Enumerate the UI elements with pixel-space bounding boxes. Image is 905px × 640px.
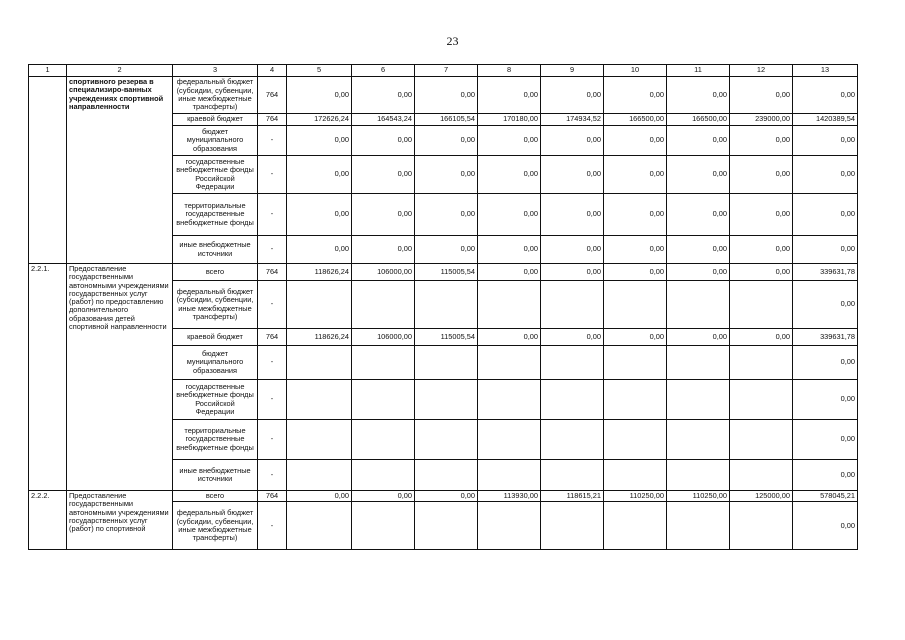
amount-cell: 0,00 xyxy=(730,264,793,281)
table-row xyxy=(29,264,858,281)
amount-cell xyxy=(541,460,604,491)
amount-cell xyxy=(415,281,478,329)
funding-source: территориальные государственные внебюджетные фонды xyxy=(173,194,258,236)
amount-cell: 0,00 xyxy=(793,281,858,329)
amount-cell: 0,00 xyxy=(478,264,541,281)
item-name: Предоставление государственными автономными учреждениями государственных услуг (работ) по предоставлению дополнительного образования детей спортивной направленности xyxy=(67,264,173,491)
amount-cell: 0,00 xyxy=(478,156,541,194)
amount-cell xyxy=(287,420,352,460)
funding-source: федеральный бюджет (субсидии, субвенции, иные межбюджетные трансферты) xyxy=(173,77,258,114)
amount-cell xyxy=(287,380,352,420)
amount-cell: 106000,00 xyxy=(352,264,415,281)
amount-cell: 239000,00 xyxy=(730,114,793,126)
amount-cell xyxy=(478,502,541,550)
amount-cell: 0,00 xyxy=(604,264,667,281)
amount-cell: 0,00 xyxy=(287,77,352,114)
amount-cell xyxy=(604,346,667,380)
amount-cell xyxy=(415,346,478,380)
amount-cell: 0,00 xyxy=(287,156,352,194)
amount-cell: 0,00 xyxy=(604,77,667,114)
amount-cell: 0,00 xyxy=(415,126,478,156)
column-header-1: 1 xyxy=(29,65,67,77)
budget-code: - xyxy=(258,346,287,380)
amount-cell xyxy=(478,460,541,491)
amount-cell: 172626,24 xyxy=(287,114,352,126)
amount-cell xyxy=(541,346,604,380)
amount-cell xyxy=(415,502,478,550)
budget-code: 764 xyxy=(258,114,287,126)
column-header-11: 11 xyxy=(667,65,730,77)
amount-cell xyxy=(478,281,541,329)
amount-cell xyxy=(667,281,730,329)
amount-cell xyxy=(604,502,667,550)
amount-cell xyxy=(478,420,541,460)
amount-cell xyxy=(352,460,415,491)
table-row xyxy=(29,491,858,502)
amount-cell: 0,00 xyxy=(287,194,352,236)
amount-cell: 0,00 xyxy=(604,156,667,194)
amount-cell xyxy=(352,380,415,420)
amount-cell: 0,00 xyxy=(730,126,793,156)
item-name: Предоставление государственными автономными учреждениями государственных услуг (работ) по спортивной xyxy=(67,491,173,550)
column-header-12: 12 xyxy=(730,65,793,77)
budget-table xyxy=(28,64,858,550)
column-header-13: 13 xyxy=(793,65,858,77)
amount-cell: 0,00 xyxy=(730,329,793,346)
budget-code: - xyxy=(258,420,287,460)
amount-cell xyxy=(730,420,793,460)
amount-cell: 0,00 xyxy=(667,236,730,264)
item-code xyxy=(29,77,67,264)
amount-cell: 0,00 xyxy=(793,194,858,236)
funding-source: иные внебюджетные источники xyxy=(173,460,258,491)
amount-cell xyxy=(667,346,730,380)
amount-cell: 0,00 xyxy=(541,194,604,236)
funding-source: бюджет муниципального образования xyxy=(173,126,258,156)
amount-cell: 0,00 xyxy=(793,346,858,380)
amount-cell xyxy=(730,380,793,420)
amount-cell: 118626,24 xyxy=(287,329,352,346)
amount-cell: 125000,00 xyxy=(730,491,793,502)
amount-cell: 0,00 xyxy=(478,77,541,114)
budget-code: 764 xyxy=(258,329,287,346)
column-header-6: 6 xyxy=(352,65,415,77)
amount-cell: 0,00 xyxy=(604,236,667,264)
amount-cell xyxy=(541,380,604,420)
amount-cell xyxy=(604,460,667,491)
amount-cell: 0,00 xyxy=(478,194,541,236)
amount-cell xyxy=(730,502,793,550)
amount-cell xyxy=(730,281,793,329)
budget-code: - xyxy=(258,236,287,264)
amount-cell xyxy=(415,420,478,460)
amount-cell xyxy=(667,460,730,491)
amount-cell: 339631,78 xyxy=(793,329,858,346)
budget-code: - xyxy=(258,502,287,550)
budget-code: - xyxy=(258,460,287,491)
amount-cell: 0,00 xyxy=(793,502,858,550)
amount-cell xyxy=(730,346,793,380)
amount-cell xyxy=(287,502,352,550)
amount-cell xyxy=(541,281,604,329)
amount-cell: 106000,00 xyxy=(352,329,415,346)
amount-cell: 166105,54 xyxy=(415,114,478,126)
item-code: 2.2.1. xyxy=(29,264,67,491)
table-row xyxy=(29,77,858,114)
amount-cell: 113930,00 xyxy=(478,491,541,502)
amount-cell: 110250,00 xyxy=(604,491,667,502)
column-header-10: 10 xyxy=(604,65,667,77)
amount-cell: 166500,00 xyxy=(604,114,667,126)
header-row xyxy=(29,65,858,77)
amount-cell: 174934,52 xyxy=(541,114,604,126)
amount-cell: 0,00 xyxy=(730,77,793,114)
amount-cell: 166500,00 xyxy=(667,114,730,126)
amount-cell xyxy=(667,380,730,420)
funding-source: краевой бюджет xyxy=(173,114,258,126)
amount-cell: 578045,21 xyxy=(793,491,858,502)
funding-source: федеральный бюджет (субсидии, субвенции, иные межбюджетные трансферты) xyxy=(173,502,258,550)
column-header-8: 8 xyxy=(478,65,541,77)
column-header-3: 3 xyxy=(173,65,258,77)
amount-cell: 0,00 xyxy=(604,329,667,346)
amount-cell: 0,00 xyxy=(730,194,793,236)
budget-code: - xyxy=(258,126,287,156)
amount-cell xyxy=(352,502,415,550)
amount-cell: 0,00 xyxy=(730,236,793,264)
amount-cell: 0,00 xyxy=(352,126,415,156)
amount-cell xyxy=(667,420,730,460)
funding-source: всего xyxy=(173,491,258,502)
amount-cell: 0,00 xyxy=(287,491,352,502)
amount-cell: 0,00 xyxy=(793,77,858,114)
funding-source: территориальные государственные внебюджетные фонды xyxy=(173,420,258,460)
amount-cell: 0,00 xyxy=(415,194,478,236)
funding-source: иные внебюджетные источники xyxy=(173,236,258,264)
budget-code: - xyxy=(258,281,287,329)
amount-cell: 0,00 xyxy=(541,329,604,346)
amount-cell: 0,00 xyxy=(541,77,604,114)
amount-cell: 118626,24 xyxy=(287,264,352,281)
item-code: 2.2.2. xyxy=(29,491,67,550)
amount-cell: 0,00 xyxy=(667,126,730,156)
funding-source: всего xyxy=(173,264,258,281)
amount-cell: 0,00 xyxy=(352,236,415,264)
page-number: 23 xyxy=(446,34,459,48)
amount-cell: 0,00 xyxy=(541,156,604,194)
amount-cell xyxy=(287,281,352,329)
amount-cell: 115005,54 xyxy=(415,329,478,346)
amount-cell xyxy=(287,346,352,380)
amount-cell: 0,00 xyxy=(415,156,478,194)
amount-cell: 115005,54 xyxy=(415,264,478,281)
amount-cell: 0,00 xyxy=(478,329,541,346)
amount-cell xyxy=(604,420,667,460)
amount-cell: 0,00 xyxy=(604,194,667,236)
amount-cell: 0,00 xyxy=(541,236,604,264)
amount-cell: 0,00 xyxy=(793,380,858,420)
funding-source: государственные внебюджетные фонды Российской Федерации xyxy=(173,380,258,420)
column-header-2: 2 xyxy=(67,65,173,77)
amount-cell xyxy=(730,460,793,491)
amount-cell: 0,00 xyxy=(793,156,858,194)
amount-cell: 0,00 xyxy=(352,194,415,236)
amount-cell xyxy=(541,502,604,550)
amount-cell xyxy=(415,460,478,491)
amount-cell: 0,00 xyxy=(667,264,730,281)
amount-cell xyxy=(541,420,604,460)
amount-cell xyxy=(287,460,352,491)
amount-cell: 0,00 xyxy=(287,236,352,264)
budget-code: - xyxy=(258,156,287,194)
column-header-5: 5 xyxy=(287,65,352,77)
amount-cell: 0,00 xyxy=(793,236,858,264)
amount-cell: 0,00 xyxy=(793,460,858,491)
amount-cell: 0,00 xyxy=(415,236,478,264)
amount-cell xyxy=(352,420,415,460)
funding-source: государственные внебюджетные фонды Российской Федерации xyxy=(173,156,258,194)
amount-cell: 0,00 xyxy=(541,126,604,156)
amount-cell xyxy=(415,380,478,420)
amount-cell: 0,00 xyxy=(793,420,858,460)
budget-code: - xyxy=(258,194,287,236)
amount-cell: 0,00 xyxy=(478,236,541,264)
amount-cell xyxy=(604,281,667,329)
amount-cell: 0,00 xyxy=(730,156,793,194)
funding-source: бюджет муниципального образования xyxy=(173,346,258,380)
amount-cell xyxy=(352,281,415,329)
amount-cell: 170180,00 xyxy=(478,114,541,126)
amount-cell: 110250,00 xyxy=(667,491,730,502)
column-header-4: 4 xyxy=(258,65,287,77)
budget-code: 764 xyxy=(258,77,287,114)
funding-source: краевой бюджет xyxy=(173,329,258,346)
budget-code: 764 xyxy=(258,491,287,502)
amount-cell: 0,00 xyxy=(604,126,667,156)
amount-cell: 164543,24 xyxy=(352,114,415,126)
item-name: спортивного резерва в специализиро-ванных учреждениях спортивной направленности xyxy=(67,77,173,264)
amount-cell: 0,00 xyxy=(793,126,858,156)
budget-code: - xyxy=(258,380,287,420)
amount-cell: 0,00 xyxy=(287,126,352,156)
amount-cell: 339631,78 xyxy=(793,264,858,281)
column-header-7: 7 xyxy=(415,65,478,77)
column-header-9: 9 xyxy=(541,65,604,77)
amount-cell: 0,00 xyxy=(352,77,415,114)
amount-cell xyxy=(667,502,730,550)
amount-cell: 0,00 xyxy=(541,264,604,281)
amount-cell: 0,00 xyxy=(478,126,541,156)
amount-cell: 0,00 xyxy=(415,491,478,502)
amount-cell: 0,00 xyxy=(352,156,415,194)
amount-cell: 0,00 xyxy=(667,329,730,346)
budget-code: 764 xyxy=(258,264,287,281)
amount-cell xyxy=(478,346,541,380)
amount-cell: 1420389,54 xyxy=(793,114,858,126)
amount-cell: 0,00 xyxy=(352,491,415,502)
amount-cell xyxy=(478,380,541,420)
amount-cell xyxy=(352,346,415,380)
amount-cell: 0,00 xyxy=(667,156,730,194)
funding-source: федеральный бюджет (субсидии, субвенции, иные межбюджетные трансферты) xyxy=(173,281,258,329)
amount-cell: 0,00 xyxy=(667,77,730,114)
amount-cell xyxy=(604,380,667,420)
amount-cell: 118615,21 xyxy=(541,491,604,502)
amount-cell: 0,00 xyxy=(667,194,730,236)
amount-cell: 0,00 xyxy=(415,77,478,114)
